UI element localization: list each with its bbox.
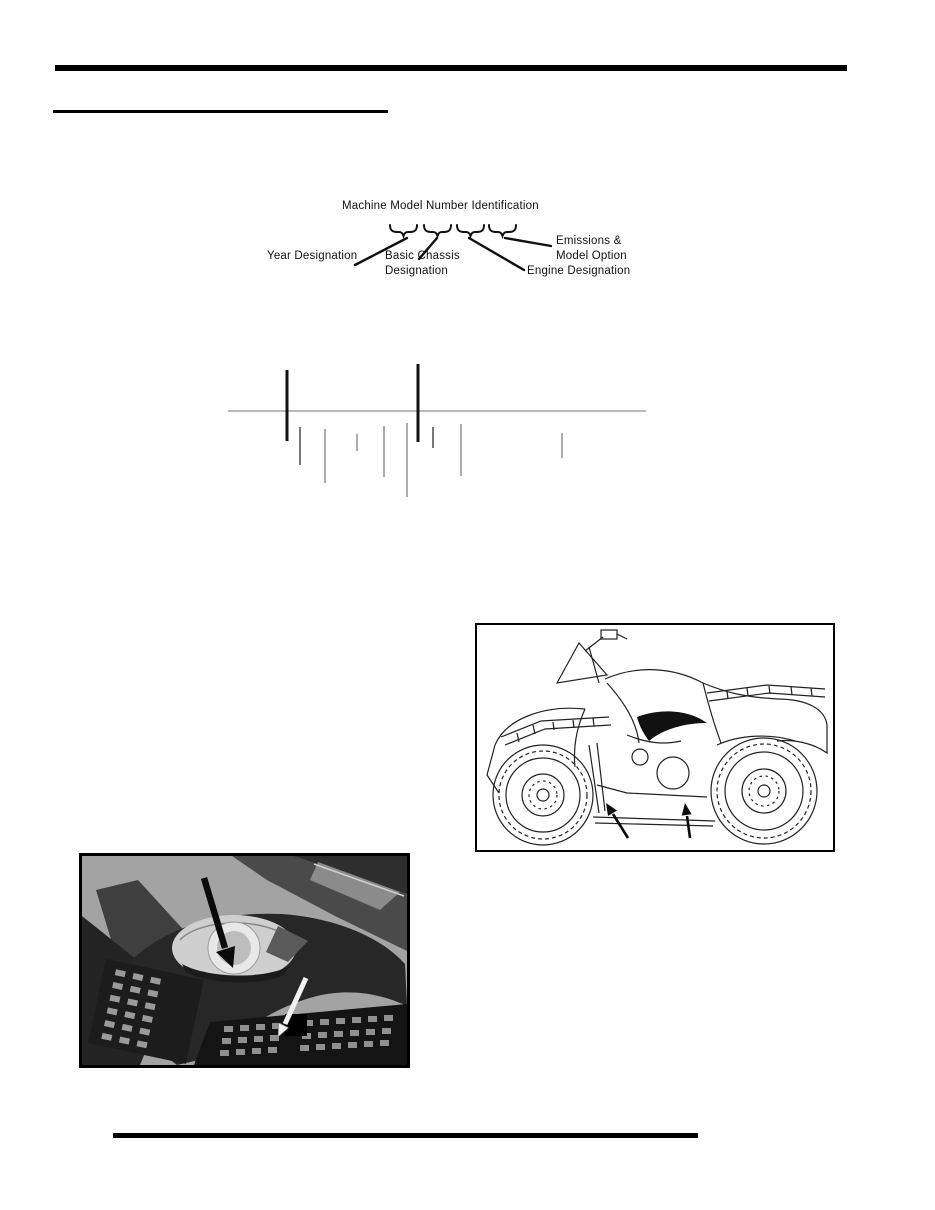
pointer-arrow-icon: [606, 803, 628, 838]
vin-breakdown-diagram: [225, 360, 650, 500]
top-rule: [55, 65, 847, 71]
underbrace-icon: [424, 225, 451, 236]
bottom-rule: [113, 1133, 698, 1138]
leader-line-engine: [469, 238, 524, 270]
basic-chassis-designation-label-line2: Designation: [385, 265, 448, 277]
underbrace-icon: [457, 225, 484, 236]
atv-side-view-figure: [475, 623, 835, 852]
atv-line-drawing: [477, 625, 833, 850]
model-diagram-title: Machine Model Number Identification: [342, 200, 539, 212]
emissions-model-option-label-line2: Model Option: [556, 250, 627, 262]
photo-illustration: [82, 856, 407, 1065]
leader-line-emissions: [505, 238, 551, 246]
front-wheel: [493, 745, 593, 845]
emissions-model-option-label-line1: Emissions &: [556, 235, 622, 247]
underbrace-icon: [390, 225, 417, 236]
underbrace-icon: [489, 225, 516, 236]
rear-wheel: [711, 738, 817, 844]
side-panel-graphic: [637, 711, 707, 741]
year-designation-label: Year Designation: [267, 250, 358, 262]
basic-chassis-designation-label-line1: Basic Chassis: [385, 250, 460, 262]
engine-designation-label: Engine Designation: [527, 265, 631, 277]
section-heading-underline: [53, 110, 388, 113]
vin-location-photo: [79, 853, 410, 1068]
